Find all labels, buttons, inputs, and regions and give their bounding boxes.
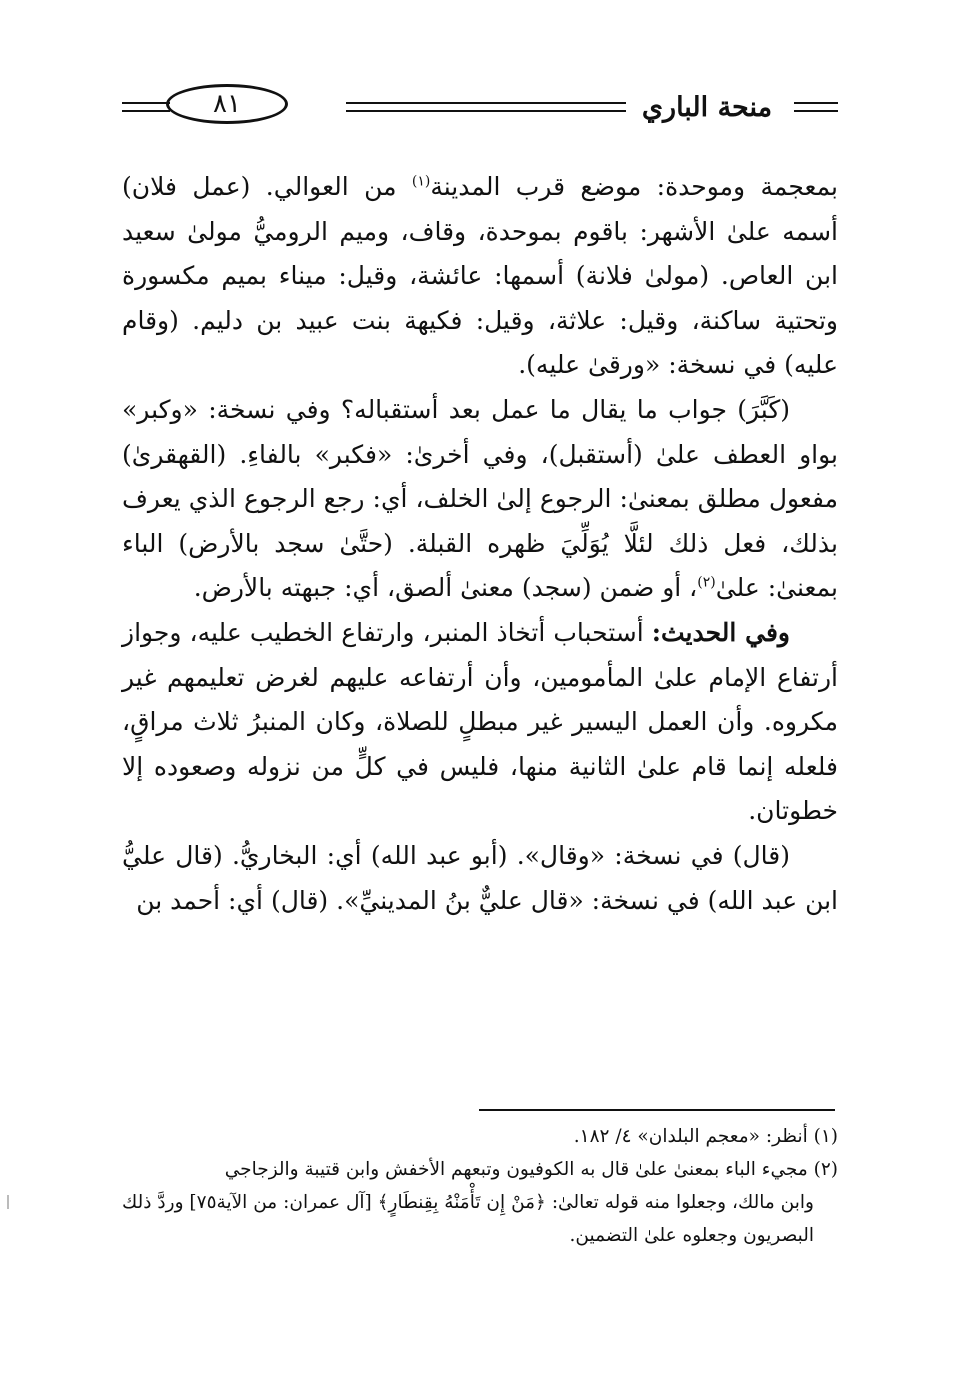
paragraph-text: من العوالي. (عمل فلان) أسمه علىٰ الأشهر: باقوم بموحدة، وقاف، وميم الروميُّ مولىٰ سعيد ابن العاص. (مولىٰ فلانة) أسمها: عائشة، وقيل: ميناء بميم مكسورة وتحتية ساكنة، وقيل: علاثة، وقيل: فكيهة بنت عبيد بن دليم. (وقام عليه) في نسخة: «ورقىٰ عليه).: [122, 172, 838, 380]
main-text: [122, 165, 838, 923]
paragraph-text: (قال) في نسخة: «وقال». (أبو عبد الله) أي: البخاريُّ. (قال عليُّ ابن عبد الله) في نسخة: «قال عليٌّ بنُ المدينيِّ». (قال) أي: أحمد بن: [122, 840, 838, 915]
footnote-ref: (٢): [697, 575, 716, 592]
footnote-ref: (١): [411, 173, 431, 190]
paragraph: [122, 611, 838, 834]
paragraph: [122, 388, 838, 611]
header-rule: [794, 102, 838, 112]
footnote-2-continuation: وابن مالك، وجعلوا منه قوله تعالىٰ: ﴿مَنْ إِن تَأْمَنْهُ بِقِنطَارٍ﴾ [آل عمران: من الآية٧٥] وردَّ ذلك البصريون وجعلوه علىٰ التضمين.: [122, 1192, 814, 1246]
header-rule: [122, 102, 170, 112]
paragraph-text: ، أو ضمن (سجد) معنىٰ ألصق، أي: جبهته بالأرض.: [193, 573, 698, 603]
scan-edge-mark: [7, 1195, 9, 1209]
paragraph-text: (كَبَّرَ) جواب ما يقال ما عمل بعد أستقباله؟ وفي نسخة: «وكبر» بواو العطف علىٰ (أستقبل)، وفي أخرىٰ: «فكبر» بالفاءِ. (القهقرىٰ) مفعول مطلق بمعنىٰ: الرجوع إلىٰ الخلف، أي: رجع الرجوع الذي يعرف بذلك، فعل ذلك لئلَّا يُوَلِّيَ ظهره القبلة. (حتَّىٰ سجد بالأرض) الباء بمعنىٰ: علىٰ: [122, 394, 838, 603]
paragraph: [122, 834, 838, 923]
paragraph: [122, 165, 838, 388]
footnotes: [122, 1120, 838, 1252]
footnote-1: (١) أنظر: «معجم البلدان» ٤/ ١٨٢.: [573, 1126, 838, 1147]
paragraph-text: بمعجمة وموحدة: موضع قرب المدينة: [430, 172, 838, 201]
footnote-2: (٢) مجيء الباء بمعنىٰ علىٰ قال به الكوفيون وتبعهم الأخفش وابن قتيبة والزجاجي: [224, 1159, 838, 1180]
footnote-divider: [479, 1109, 835, 1111]
running-header: [122, 82, 838, 132]
running-title: منحة الباري: [641, 92, 773, 123]
paragraph-heading: وفي الحديث:: [651, 617, 790, 647]
header-rule: [346, 102, 626, 112]
paragraph-text: أستحباب أتخاذ المنبر، وارتفاع الخطيب عليه، وجواز أرتفاع الإمام علىٰ المأمومين، وأن أرتفاعه عليهم لغرض تعليمهم غير مكروه. وأن العمل اليسير غير مبطلٍ للصلاة، وكان المنبرُ ثلاث مراقٍ، فلعله إنما قام علىٰ الثانية منها، فليس في كلٍّ من نزوله وصعوده إلا خطوتان.: [122, 617, 838, 826]
page-number: ٨١: [166, 84, 288, 124]
